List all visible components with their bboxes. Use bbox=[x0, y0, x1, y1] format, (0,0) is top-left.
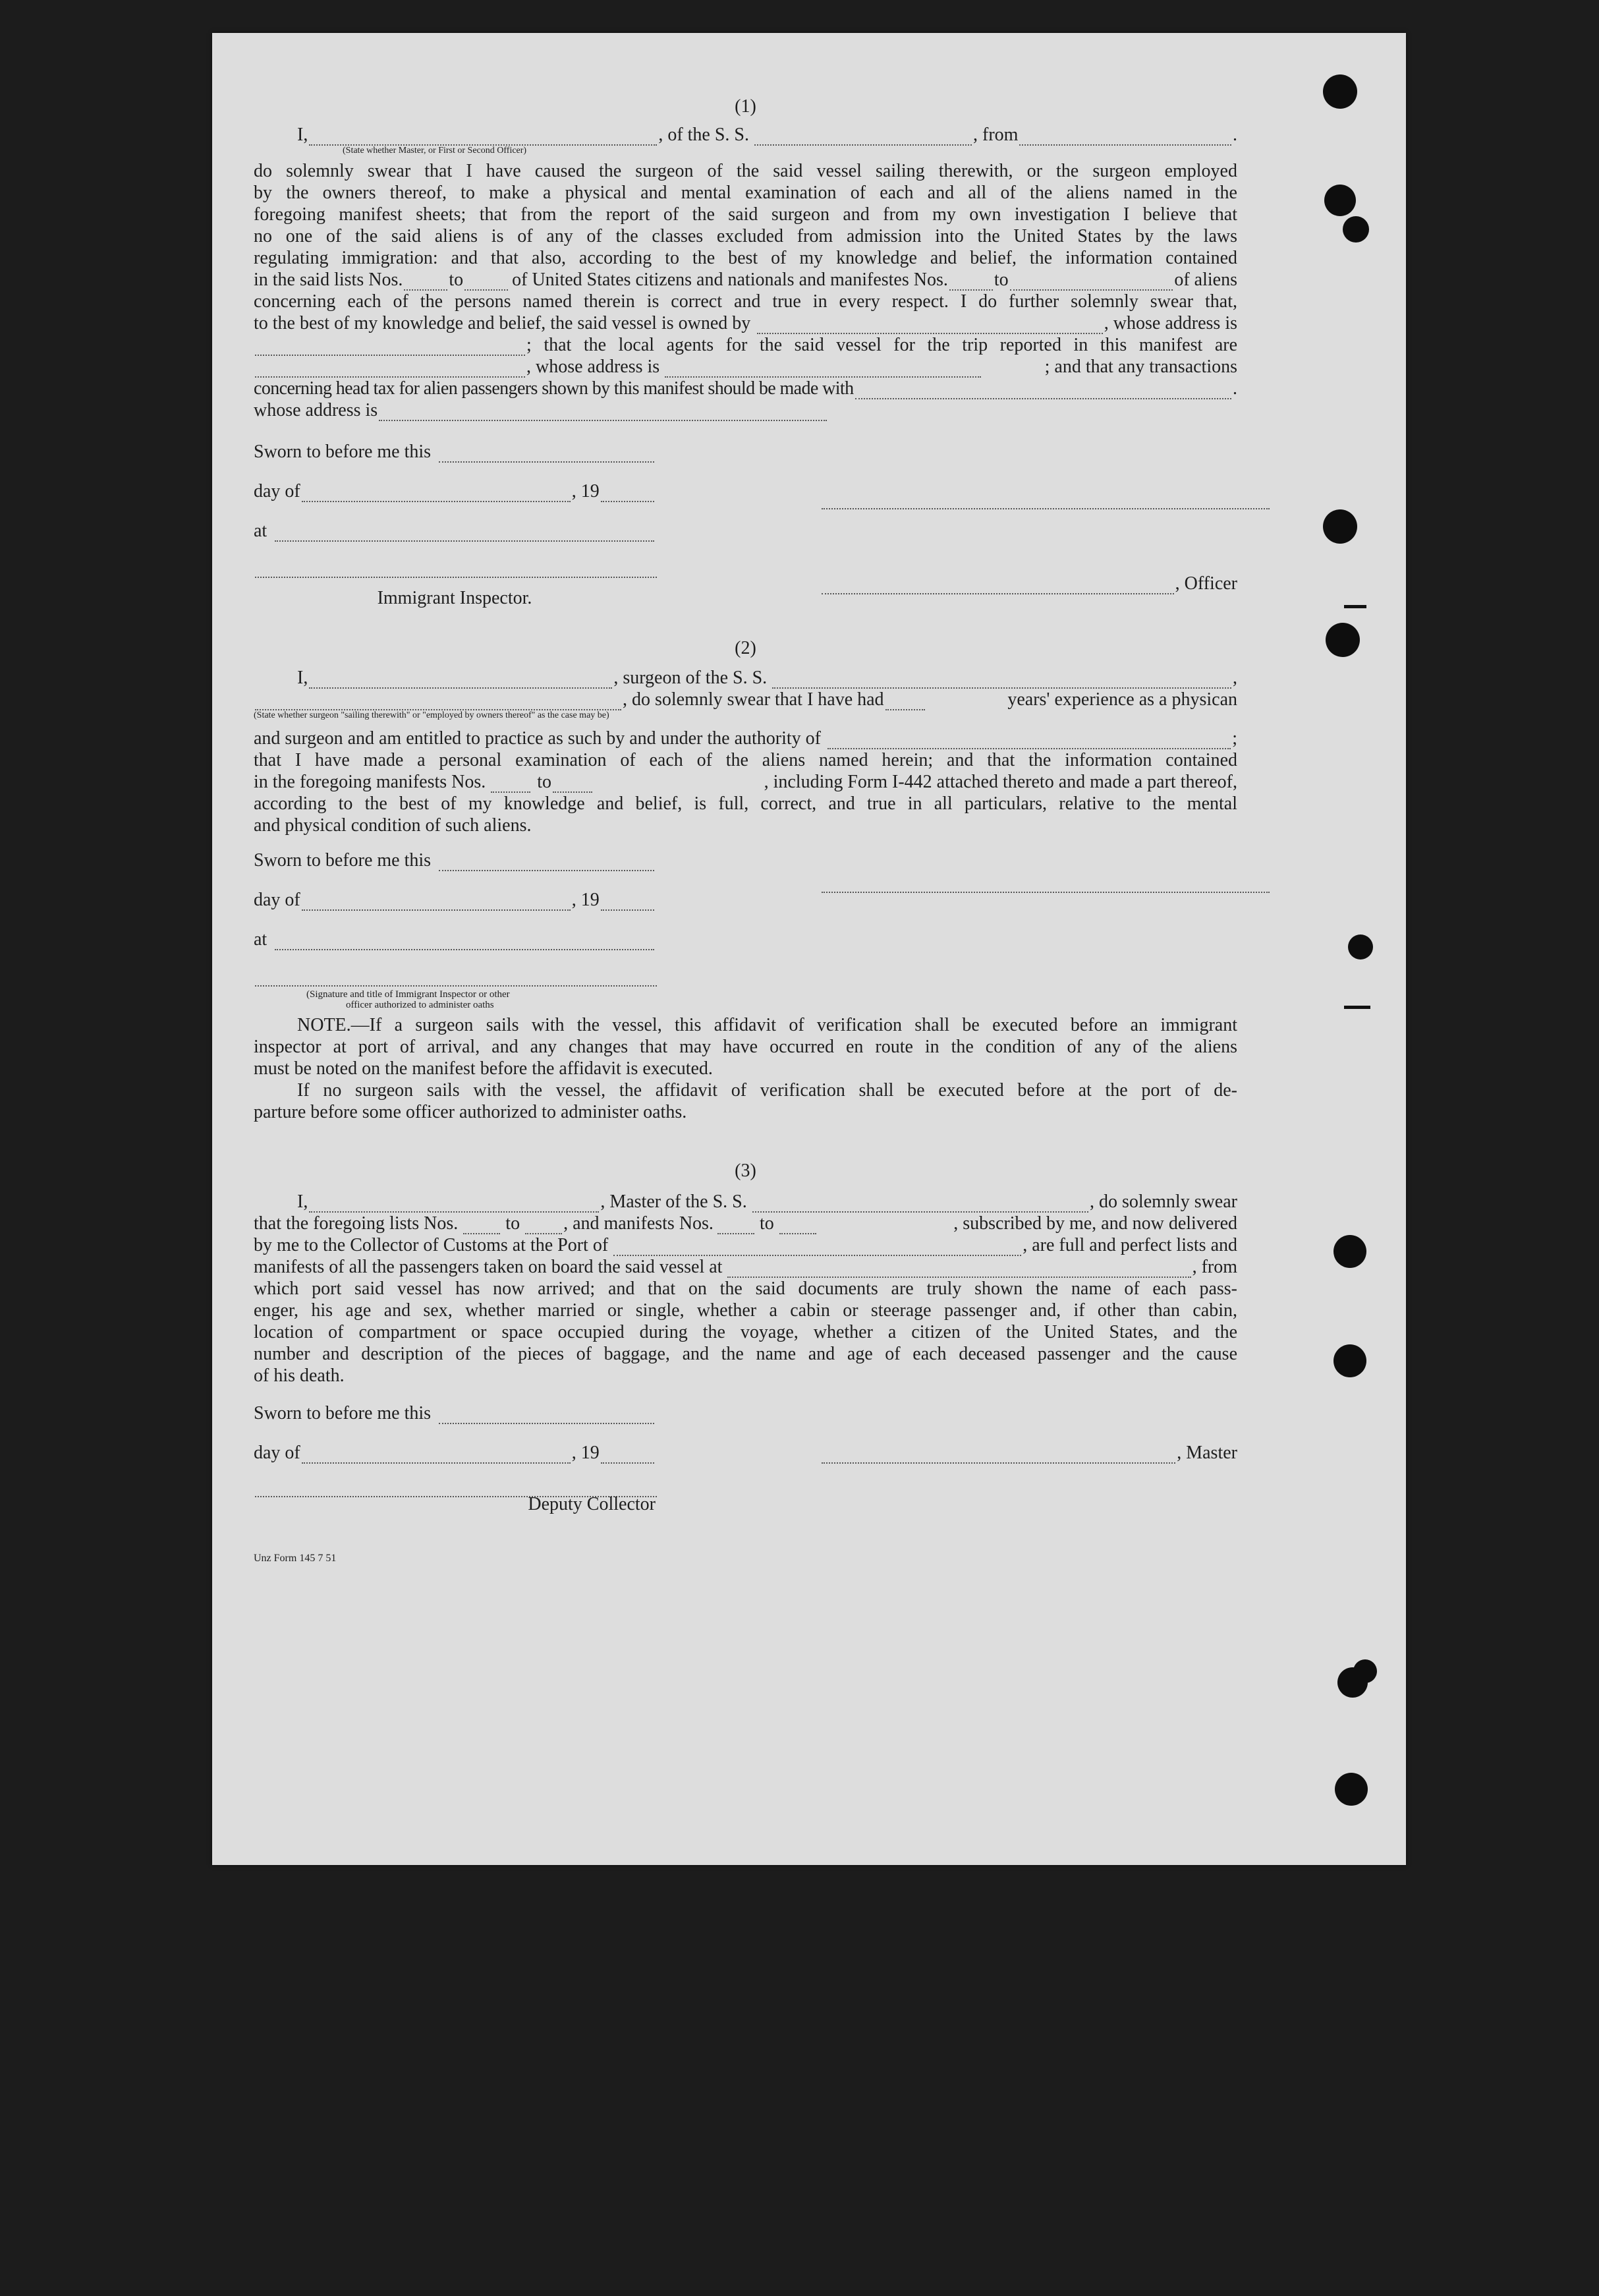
surgeon-ss-label: , surgeon of the S. S. bbox=[613, 668, 768, 688]
punch-hole bbox=[1343, 216, 1369, 243]
place-blank[interactable] bbox=[275, 525, 654, 542]
address-label: whose address is bbox=[254, 400, 378, 420]
punch-hole bbox=[1353, 1659, 1377, 1683]
document-page bbox=[212, 33, 1406, 1865]
signature-note-line-1: (Signature and title of Immigrant Inspector or other bbox=[306, 989, 510, 1000]
punch-hole bbox=[1348, 934, 1373, 960]
form-label: , including Form I-442 attached thereto and made a part thereof, bbox=[764, 772, 1237, 792]
at-label: at bbox=[254, 929, 267, 950]
punch-hole bbox=[1335, 1773, 1368, 1806]
master-name-blank[interactable] bbox=[309, 1195, 599, 1213]
headtax-label: concerning head tax for alien passengers shown by this manifest should be made with bbox=[254, 378, 854, 399]
sworn-row bbox=[254, 441, 656, 463]
section-1-jurat bbox=[254, 441, 1237, 606]
citizens-label: of United States citizens and nationals and manifestes Nos. bbox=[512, 270, 948, 290]
officer-label: , Officer bbox=[1175, 573, 1237, 594]
owned-label: to the best of my knowledge and belief, the said vessel is owned by bbox=[254, 313, 751, 333]
surgeon-signature-blank[interactable] bbox=[822, 876, 1270, 893]
manifests-to-blank[interactable] bbox=[1010, 273, 1173, 291]
note-block bbox=[254, 1014, 1237, 1123]
sworn-day-blank[interactable] bbox=[439, 854, 654, 871]
punch-hole bbox=[1326, 623, 1360, 657]
edge-mark bbox=[1344, 1006, 1370, 1009]
address-label: , whose address is bbox=[1104, 313, 1237, 333]
master-row bbox=[820, 1442, 1237, 1464]
to-label: to bbox=[759, 1213, 774, 1234]
note-2: inspector at port of arrival, and any changes that may have occurred en route in the condition of any of the aliens bbox=[254, 1037, 1237, 1057]
lists-manifests-line bbox=[254, 1213, 1237, 1234]
master-ss-label: , Master of the S. S. bbox=[600, 1191, 747, 1212]
at-label: at bbox=[254, 521, 267, 541]
experience-line bbox=[254, 689, 1237, 710]
from-label: , from bbox=[973, 125, 1019, 145]
at-row bbox=[254, 929, 656, 950]
manifests-label: , and manifests Nos. bbox=[563, 1213, 714, 1234]
perfect-lists-label: , are full and perfect lists and bbox=[1023, 1235, 1237, 1255]
vessel-name-blank[interactable] bbox=[752, 1195, 1088, 1213]
boarded-line bbox=[254, 1256, 1237, 1278]
section-3-jurat bbox=[254, 1402, 1237, 1534]
surgeon-body-3: and physical condition of such aliens. bbox=[254, 815, 532, 836]
sworn-row bbox=[254, 1402, 656, 1424]
manifests-from-blank[interactable] bbox=[949, 273, 993, 291]
punch-hole bbox=[1324, 185, 1356, 216]
section-3-heading: (3) bbox=[735, 1161, 756, 1181]
authority-blank[interactable] bbox=[828, 732, 1231, 749]
month-blank[interactable] bbox=[302, 1447, 571, 1464]
punch-hole bbox=[1333, 1344, 1366, 1377]
year-blank[interactable] bbox=[601, 485, 654, 502]
lists-line bbox=[254, 269, 1237, 291]
sworn-label: Sworn to before me this bbox=[254, 442, 432, 462]
agents-label: ; that the local agents for the said vessel for the trip reported in this manifest are bbox=[526, 335, 1237, 355]
deputy-collector-label: Deputy Collector bbox=[528, 1494, 656, 1514]
agents-line bbox=[254, 334, 1237, 356]
signature-note bbox=[306, 989, 649, 1010]
lists-to-blank[interactable] bbox=[464, 273, 508, 291]
oath-body-5: regulating immigration: and that also, according to the best of my knowledge and belief, the information contained bbox=[254, 248, 1237, 268]
manifests-from-blank[interactable] bbox=[491, 776, 530, 793]
manifests-to-blank[interactable] bbox=[779, 1217, 816, 1234]
manifests-to-blank[interactable] bbox=[553, 776, 592, 793]
headtax-blank[interactable] bbox=[855, 382, 1231, 399]
port-blank[interactable] bbox=[613, 1239, 1021, 1256]
owned-line bbox=[254, 312, 1237, 334]
section-2-jurat bbox=[254, 849, 1237, 1014]
surgeon-body-1: that I have made a personal examination of each of the aliens named herein; and that the information contained bbox=[254, 750, 1237, 770]
day-row bbox=[254, 889, 656, 911]
vessel-name-blank[interactable] bbox=[754, 129, 972, 146]
place-blank[interactable] bbox=[275, 933, 654, 950]
surgeon-status-blank[interactable] bbox=[255, 693, 621, 710]
authority-label: and surgeon and am entitled to practice as such by and under the authority of bbox=[254, 728, 821, 749]
affidavit-form bbox=[254, 96, 1237, 1569]
semicolon: ; bbox=[1232, 728, 1237, 749]
oath-body-1: do solemnly swear that I have caused the surgeon of the said vessel sailing therewith, or the surgeon employed bbox=[254, 161, 1237, 181]
sworn-label: Sworn to before me this bbox=[254, 850, 432, 871]
surgeon-body-2: according to the best of my knowledge and belief, is full, correct, and true in all particulars, relative to the mental bbox=[254, 793, 1237, 814]
sworn-row bbox=[254, 849, 656, 871]
foregoing-line bbox=[254, 771, 1237, 793]
surgeon-note: (State whether surgeon "sailing therewith" or "employed by owners thereof" as the case may be) bbox=[254, 710, 609, 720]
agents-address-blank[interactable] bbox=[665, 360, 981, 378]
day-row bbox=[254, 1442, 656, 1464]
headtax-address-line bbox=[254, 399, 1237, 421]
aliens-label: of aliens bbox=[1174, 270, 1237, 290]
master-body-5: of his death. bbox=[254, 1365, 345, 1386]
boarding-port-blank[interactable] bbox=[727, 1261, 1191, 1278]
manifests-from-blank[interactable] bbox=[717, 1217, 754, 1234]
year-prefix: , 19 bbox=[571, 1443, 600, 1463]
comma: , bbox=[1233, 668, 1237, 688]
vessel-name-blank[interactable] bbox=[772, 672, 1231, 689]
month-blank[interactable] bbox=[302, 894, 571, 911]
master-body-1: which port said vessel has now arrived; and that on the said documents are truly shown the name of each pass- bbox=[254, 1278, 1237, 1299]
swear-label: , do solemnly swear that I have had bbox=[623, 689, 884, 710]
note-1: NOTE.—If a surgeon sails with the vessel, this affidavit of verification shall be executed before an immigrant bbox=[297, 1015, 1237, 1035]
punch-hole bbox=[1333, 1235, 1366, 1268]
edge-mark bbox=[1344, 605, 1366, 608]
signature-note-line-2: officer authorized to administer oaths bbox=[346, 1000, 494, 1010]
year-blank[interactable] bbox=[601, 1447, 654, 1464]
note-3: must be noted on the manifest before the affidavit is executed. bbox=[254, 1058, 713, 1079]
headtax-address-blank[interactable] bbox=[379, 404, 827, 421]
note-5: parture before some officer authorized to administer oaths. bbox=[254, 1102, 687, 1122]
day-of-label: day of bbox=[254, 481, 300, 502]
master-note: (State whether Master, or First or Second Officer) bbox=[343, 146, 527, 156]
lists-label: that the foregoing lists Nos. bbox=[254, 1213, 459, 1234]
collector-label: by me to the Collector of Customs at the Port of bbox=[254, 1235, 609, 1255]
i-label: I, bbox=[297, 1191, 308, 1212]
punch-hole bbox=[1323, 509, 1357, 544]
form-number: Unz Form 145 7 51 bbox=[254, 1553, 337, 1564]
master-swear-line bbox=[254, 1191, 1237, 1213]
surgeon-oath-line bbox=[254, 667, 1237, 689]
master-name-blank[interactable] bbox=[309, 129, 657, 146]
officer-signature-blank[interactable] bbox=[822, 577, 1174, 594]
master-body-3: location of compartment or space occupied during the voyage, whether a citizen of the United States, and the bbox=[254, 1322, 1237, 1342]
transactions-label: ; and that any transactions bbox=[1044, 357, 1237, 377]
master-body-2: enger, his age and sex, whether married or single, whether a cabin or steerage passenger and, if other than cabin, bbox=[254, 1300, 1237, 1321]
inspector-signature-blank[interactable] bbox=[255, 561, 657, 578]
section-2-heading: (2) bbox=[735, 638, 756, 658]
sworn-label: Sworn to before me this bbox=[254, 1403, 432, 1423]
from-label: , from bbox=[1192, 1257, 1237, 1277]
i-label: I, bbox=[297, 668, 308, 688]
to-label: to bbox=[994, 270, 1009, 290]
section-1-heading: (1) bbox=[735, 96, 756, 117]
swear-label: , do solemnly swear bbox=[1090, 1191, 1237, 1212]
at-row bbox=[254, 520, 656, 542]
agents-blank[interactable] bbox=[255, 360, 525, 378]
officer-row bbox=[820, 573, 1237, 594]
agents-address-line bbox=[254, 356, 1237, 378]
to-label: to bbox=[537, 772, 552, 792]
to-label: to bbox=[505, 1213, 520, 1234]
oath-body-3: foregoing manifest sheets; that from the report of the said surgeon and from my own investigation I believe that bbox=[254, 204, 1237, 225]
sworn-day-blank[interactable] bbox=[439, 1407, 654, 1424]
year-blank[interactable] bbox=[601, 894, 654, 911]
i-label: I, bbox=[297, 125, 308, 145]
year-prefix: , 19 bbox=[571, 890, 600, 910]
lists-to-blank[interactable] bbox=[525, 1217, 562, 1234]
years-blank[interactable] bbox=[885, 693, 925, 710]
sworn-day-blank[interactable] bbox=[439, 445, 654, 463]
master-label: , Master bbox=[1177, 1443, 1237, 1463]
master-signature-blank[interactable] bbox=[822, 1447, 1175, 1464]
master-oath-line bbox=[254, 124, 1237, 146]
surgeon-name-blank[interactable] bbox=[309, 672, 612, 689]
immigrant-inspector-label: Immigrant Inspector. bbox=[377, 588, 532, 608]
period: . bbox=[1233, 378, 1237, 399]
manifests-label: in the foregoing manifests Nos. bbox=[254, 772, 486, 792]
concerning-line: concerning each of the persons named therein is correct and true in every respect. I do further solemnly swear that, bbox=[254, 291, 1237, 312]
departure-port-blank[interactable] bbox=[1019, 129, 1231, 146]
authority-line bbox=[254, 728, 1237, 749]
address-label: , whose address is bbox=[526, 357, 660, 377]
lists-from-blank[interactable] bbox=[404, 273, 447, 291]
signature-blank[interactable] bbox=[822, 492, 1270, 509]
to-label: to bbox=[449, 270, 464, 290]
month-blank[interactable] bbox=[302, 485, 571, 502]
officer-signature-blank[interactable] bbox=[255, 969, 657, 987]
day-of-label: day of bbox=[254, 1443, 300, 1463]
lists-label: in the said lists Nos. bbox=[254, 270, 403, 290]
period: . bbox=[1233, 125, 1237, 145]
oath-body-4: no one of the said aliens is of any of the classes excluded from admission into the United States by the laws bbox=[254, 226, 1237, 246]
day-of-label: day of bbox=[254, 890, 300, 910]
oath-body-2: by the owners thereof, to make a physical and mental examination of each and all of the aliens named in the bbox=[254, 183, 1237, 203]
boarded-label: manifests of all the passengers taken on board the said vessel at bbox=[254, 1257, 723, 1277]
years-label: years' experience as a physican bbox=[1007, 689, 1237, 710]
lists-from-blank[interactable] bbox=[463, 1217, 500, 1234]
punch-hole bbox=[1323, 74, 1357, 109]
headtax-line bbox=[254, 378, 1237, 399]
owner-address-blank[interactable] bbox=[255, 339, 525, 356]
day-row bbox=[254, 480, 656, 502]
port-line bbox=[254, 1234, 1237, 1256]
subscribed-label: , subscribed by me, and now delivered bbox=[953, 1213, 1237, 1234]
year-prefix: , 19 bbox=[571, 481, 600, 502]
of-ss-label: , of the S. S. bbox=[658, 125, 750, 145]
note-4: If no surgeon sails with the vessel, the affidavit of verification shall be executed before at the port of de- bbox=[297, 1080, 1237, 1101]
owner-blank[interactable] bbox=[757, 317, 1103, 334]
master-body-4: number and description of the pieces of baggage, and the name and age of each deceased passenger and the cause bbox=[254, 1344, 1237, 1364]
